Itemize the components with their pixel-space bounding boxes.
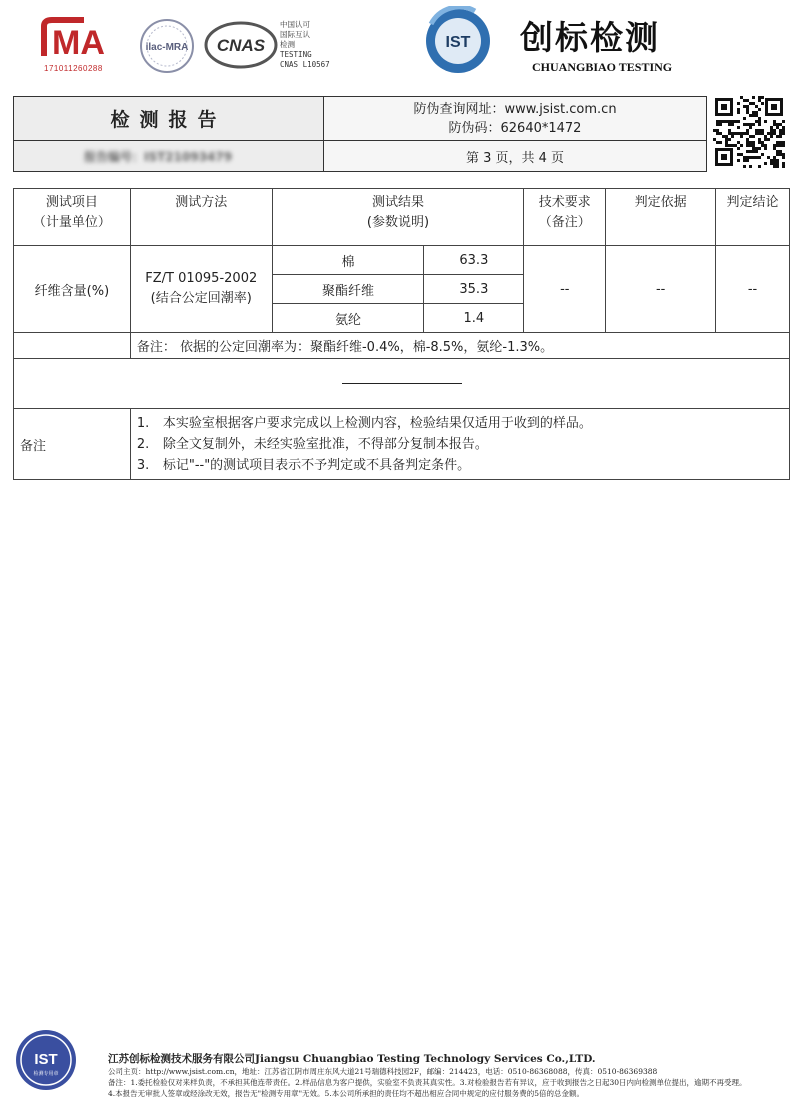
cnas-line: 中国认可: [280, 20, 310, 29]
remark-number: 2.: [136, 436, 150, 452]
verification-info: [324, 97, 706, 141]
report-header-box: [13, 96, 707, 172]
table-header-row: [14, 189, 790, 246]
cnas-logo-text: CNAS: [216, 36, 266, 55]
separator-row: [14, 359, 790, 409]
row-note: 备注： 依据的公定回潮率为：聚酯纤维-0.4%，棉-8.5%，氨纶-1.3%。: [130, 333, 789, 359]
header-result-line: 测试结果: [371, 195, 424, 210]
conclusion-value: --: [716, 246, 790, 333]
remark-text: 除全文复制外，未经实验室批准，不得部分复制本报告。: [162, 436, 488, 452]
remarks-label: 备注: [14, 409, 131, 480]
cma-number: 171011260288: [44, 64, 103, 73]
footer-note: 4.本报告无审批人签章或经涂改无效，报告无"检测专用章"无效。5.本公司所承担的责任均不超出相应合同中规定的应付服务费的5倍的总金额。: [108, 1089, 584, 1098]
test-item: 纤维含量(%): [14, 246, 131, 333]
header-item-line: 测试项目: [45, 195, 98, 210]
separator-line: [342, 383, 462, 385]
results-table: [13, 188, 790, 480]
remark-number: 1.: [136, 415, 150, 431]
basis-value: --: [606, 246, 716, 333]
result-name: 棉: [272, 246, 424, 275]
header-requirement-line: 技术要求: [538, 195, 591, 210]
remark-item: [137, 413, 783, 434]
brand-name-cn: 创标检测: [520, 18, 660, 57]
header-item: [14, 189, 131, 246]
cma-logo-text: MA: [52, 24, 105, 60]
result-name: 聚酯纤维: [272, 275, 424, 304]
cnas-logo: [204, 20, 278, 70]
seal-text: IST: [34, 1051, 58, 1068]
seal-subtext: 检测专用章: [33, 1071, 59, 1077]
header-requirement-note: （备注）: [538, 215, 591, 230]
cma-logo: [38, 16, 130, 60]
cnas-accreditation-text: [280, 20, 330, 70]
ilac-mra-logo: [138, 18, 196, 74]
footer-contact: 公司主页：http://www.jsist.com.cn，地址：江苏省江阴市周庄东风大道21号瑞德科技园2F，邮编：214423，电话：0510-86368088，传真：0510-86369388: [108, 1067, 658, 1076]
ist-logo: [423, 6, 493, 76]
qr-code: [713, 96, 785, 168]
ilac-logo-text: ilac-MRA: [145, 42, 189, 53]
result-value: 63.3: [424, 246, 524, 275]
footer-company: 江苏创标检测技术服务有限公司Jiangsu Chuangbiao Testing Technology Services Co.,LTD.: [108, 1053, 596, 1065]
header-result: [272, 189, 524, 246]
cnas-line: CNAS L10567: [280, 60, 330, 69]
test-method-note: (结合公定回潮率): [150, 291, 252, 306]
remark-item: [137, 434, 783, 455]
footer: [108, 1051, 783, 1099]
remarks-row: [14, 409, 790, 480]
requirement-value: --: [524, 246, 606, 333]
company-seal: [14, 1028, 78, 1092]
remarks-list: [130, 409, 789, 480]
separator-cell: [14, 359, 790, 409]
result-value: 1.4: [424, 304, 524, 333]
report-title: 检测报告: [14, 97, 324, 141]
cnas-line: TESTING: [280, 50, 312, 59]
header-method: 测试方法: [130, 189, 272, 246]
header-result-note: (参数说明): [366, 215, 430, 230]
test-method: [130, 246, 272, 333]
header-item-unit: （计量单位）: [32, 215, 111, 230]
verify-url: 防伪查询网址：www.jsist.com.cn: [413, 102, 617, 117]
header-basis: 判定依据: [606, 189, 716, 246]
remark-number: 3.: [136, 457, 150, 473]
result-name: 氨纶: [272, 304, 424, 333]
cnas-line: 检测: [280, 40, 295, 49]
ist-logo-text: IST: [445, 34, 471, 51]
report-number-cell: [14, 141, 324, 171]
cnas-line: 国际互认: [280, 30, 310, 39]
remark-text: 标记"--"的测试项目表示不予判定或不具备判定条件。: [162, 457, 471, 473]
table-row: [14, 246, 790, 275]
verify-code: 防伪码：62640*1472: [448, 121, 582, 136]
test-method-standard: FZ/T 01095-2002: [145, 271, 258, 286]
report-number: 报告编号：IST21093479: [84, 149, 233, 164]
page-info: 第 3 页，共 4 页: [324, 141, 706, 171]
remark-text: 本实验室根据客户要求完成以上检测内容，检验结果仅适用于收到的样品。: [162, 415, 592, 431]
header-requirement: [524, 189, 606, 246]
header-conclusion: 判定结论: [716, 189, 790, 246]
result-value: 35.3: [424, 275, 524, 304]
remark-item: [137, 455, 783, 476]
footer-note: 备注：1.委托检验仅对来样负责，不承担其他连带责任。2.样品信息为客户提供，实验室不负责其真实性。3.对检验报告若有异议，应于收到报告之日起30日内向检测单位提出，逾期不再受理。: [108, 1078, 747, 1087]
table-row: [14, 333, 790, 359]
brand-name-en: CHUANGBIAO TESTING: [532, 60, 673, 74]
